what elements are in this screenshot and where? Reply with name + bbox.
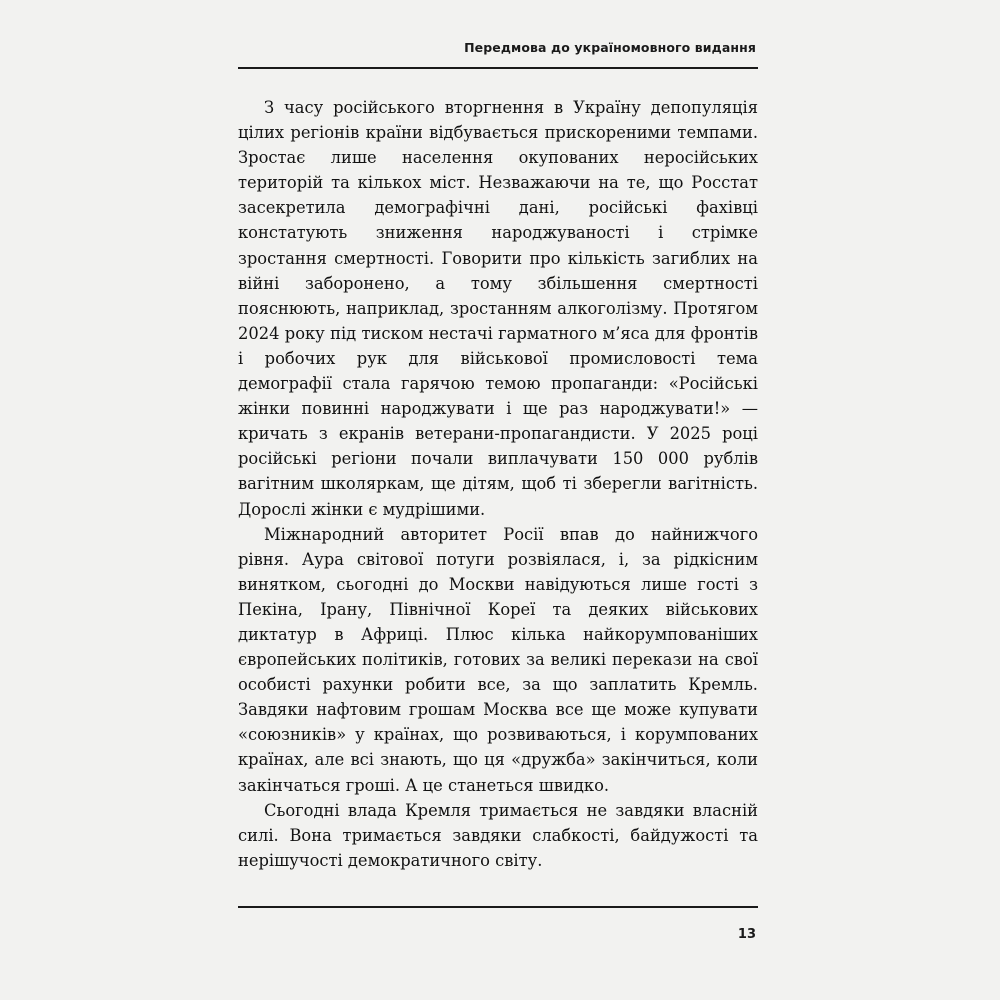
paragraph: Міжнародний авторитет Росії впав до найнижчого рівня. Аура світової потуги розвіялася, і, за рідкісним винятком, сьогодні до Москви навідуються лише гості з Пекіна, Ірану, Північної Кореї та деяких військових диктатур в Африці. Плюс кілька найкорумпованіших європейських політиків, готових за великі перекази на свої особисті рахунки робити все, за що заплатить Кремль. Завдяки нафтовим грошам Москва все ще може купувати «союзників» у країнах, що розвиваються, і корумпованих країнах, але всі знають, що ця «дружба» закінчиться, коли закінчаться гроші. А це станеться швидко.	[238, 524, 758, 795]
page-number: 13	[737, 927, 756, 942]
footer-rule	[238, 906, 758, 908]
header-rule	[238, 67, 758, 69]
body-text	[238, 95, 758, 873]
paragraph: Сьогодні влада Кремля тримається не завдяки власній силі. Вона тримається завдяки слабкості, байдужості та нерішучості демократичного світу.	[238, 800, 758, 870]
running-head: Передмова до україномовного видання	[464, 40, 756, 55]
page-content-area	[238, 40, 758, 970]
paragraph: З часу російського вторгнення в Україну депопуляція цілих регіонів країни відбувається прискореними темпами. Зростає лише населення окупованих неросійських територій та кількох міст. Незважаючи на те, що Росстат засекретила демографічні дані, російські фахівці констатують зниження народжуваності і стрімке зростання смертності. Говорити про кількість загиблих на війні заборонено, а тому збільшення смертності пояснюють, наприклад, зростанням алкоголізму. Протягом 2024 року під тиском нестачі гарматного м’яса для фронтів і робочих рук для військової промисловості тема демографії стала гарячою темою пропаганди: «Російські жінки повинні народжувати і ще раз народжувати!» — кричать з екранів ветерани-пропагандисти. У 2025 році російські регіони почали виплачувати 150 000 рублів вагітним школяркам, ще дітям, щоб ті зберегли вагітність. Дорослі жінки є мудрішими.	[238, 98, 758, 519]
